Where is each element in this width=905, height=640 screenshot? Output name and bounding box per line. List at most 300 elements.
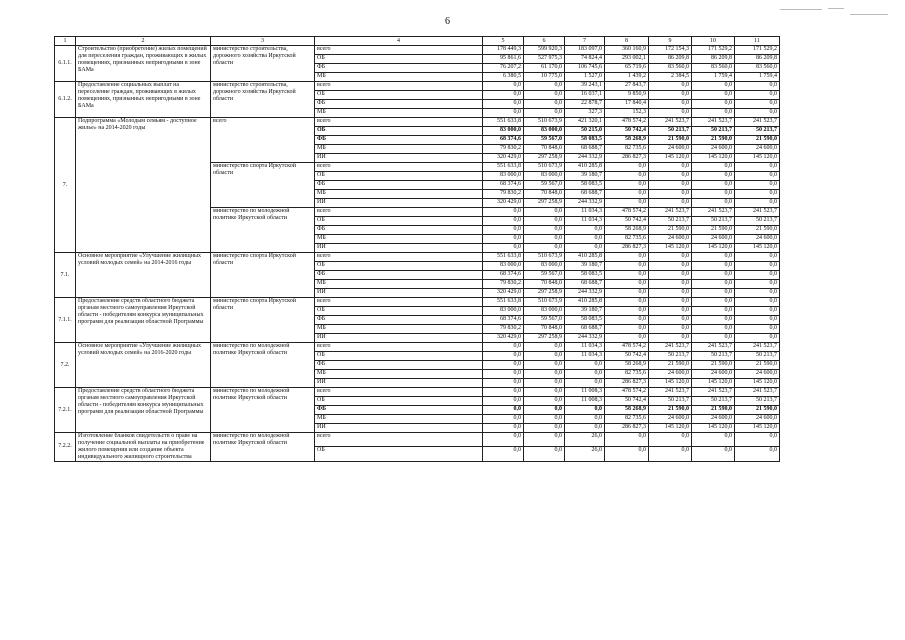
amount-cell: 0,0 xyxy=(524,343,565,352)
amount-cell: 0,0 xyxy=(524,388,565,397)
amount-cell: 0,0 xyxy=(692,316,735,325)
amount-cell: 241 523,7 xyxy=(649,208,692,217)
amount-cell: 0,0 xyxy=(692,199,735,208)
amount-cell: 0,0 xyxy=(735,262,780,271)
amount-cell: 320 429,0 xyxy=(483,199,524,208)
funding-source: ОБ xyxy=(315,307,483,316)
funding-source: ФБ xyxy=(315,316,483,325)
amount-cell: 0,0 xyxy=(565,415,605,424)
amount-cell: 0,0 xyxy=(605,289,649,298)
amount-cell: 68 374,6 xyxy=(483,136,524,145)
amount-cell: 0,0 xyxy=(605,280,649,289)
amount-cell: 0,0 xyxy=(483,109,524,118)
amount-cell: 0,0 xyxy=(524,379,565,388)
amount-cell: 0,0 xyxy=(649,190,692,199)
amount-cell: 50 213,7 xyxy=(649,217,692,226)
amount-cell: 21 590,0 xyxy=(692,226,735,235)
amount-cell: 286 827,3 xyxy=(605,154,649,163)
amount-cell: 241 523,7 xyxy=(735,388,780,397)
funding-source: всего xyxy=(315,82,483,91)
amount-cell: 50 213,7 xyxy=(649,397,692,406)
funding-source: ИИ xyxy=(315,199,483,208)
funding-source: ФБ xyxy=(315,136,483,145)
funding-source: МБ xyxy=(315,145,483,154)
amount-cell: 241 523,7 xyxy=(735,343,780,352)
amount-cell: 510 673,9 xyxy=(524,253,565,262)
column-number: 11 xyxy=(735,37,780,46)
amount-cell: 0,0 xyxy=(735,307,780,316)
executor: министерство строительства, дорожного хозяйства Иркутской области xyxy=(211,46,315,82)
column-number: 8 xyxy=(605,37,649,46)
funding-source: ФБ xyxy=(315,100,483,109)
amount-cell: 0,0 xyxy=(692,447,735,461)
item-code: 7.1.1. xyxy=(55,298,76,343)
amount-cell: 50 213,7 xyxy=(649,127,692,136)
amount-cell: 58 268,9 xyxy=(605,406,649,415)
amount-cell: 0,0 xyxy=(649,109,692,118)
amount-cell: 50 213,7 xyxy=(649,352,692,361)
amount-cell: 244 332,9 xyxy=(565,199,605,208)
funding-source: всего xyxy=(315,208,483,217)
item-code: 7.1. xyxy=(55,253,76,298)
amount-cell: 410 285,8 xyxy=(565,298,605,307)
amount-cell: 327,3 xyxy=(565,109,605,118)
amount-cell: 24 600,0 xyxy=(735,415,780,424)
amount-cell: 50 213,7 xyxy=(692,397,735,406)
amount-cell: 172 154,3 xyxy=(649,46,692,55)
amount-cell: 68 688,7 xyxy=(565,280,605,289)
funding-source: МБ xyxy=(315,325,483,334)
amount-cell: 0,0 xyxy=(483,388,524,397)
amount-cell: 1 527,0 xyxy=(565,73,605,82)
amount-cell: 0,0 xyxy=(605,325,649,334)
item-code: 6.1.2. xyxy=(55,82,76,118)
amount-cell: 83 000,0 xyxy=(524,172,565,181)
amount-cell: 0,0 xyxy=(692,271,735,280)
column-number: 4 xyxy=(315,37,483,46)
funding-source: МБ xyxy=(315,109,483,118)
amount-cell: 11 008,3 xyxy=(565,388,605,397)
amount-cell: 286 827,3 xyxy=(605,379,649,388)
item-code: 6.1.1. xyxy=(55,46,76,82)
amount-cell: 0,0 xyxy=(692,334,735,343)
amount-cell: 145 120,0 xyxy=(649,424,692,433)
amount-cell: 0,0 xyxy=(692,163,735,172)
amount-cell: 50 742,4 xyxy=(605,217,649,226)
executor: министерство по молодежной политике Иркутской области xyxy=(211,433,315,462)
amount-cell: 0,0 xyxy=(649,100,692,109)
executor: министерство строительства, дорожного хозяйства Иркутской области xyxy=(211,82,315,118)
amount-cell: 0,0 xyxy=(524,109,565,118)
amount-cell: 0,0 xyxy=(524,208,565,217)
funding-source: ОБ xyxy=(315,262,483,271)
amount-cell: 0,0 xyxy=(735,181,780,190)
amount-cell: 0,0 xyxy=(735,447,780,461)
funding-source: МБ xyxy=(315,370,483,379)
amount-cell: 0,0 xyxy=(483,244,524,253)
amount-cell: 0,0 xyxy=(735,325,780,334)
amount-cell: 58 268,9 xyxy=(605,361,649,370)
amount-cell: 0,0 xyxy=(605,262,649,271)
amount-cell: 0,0 xyxy=(735,298,780,307)
amount-cell: 26,0 xyxy=(565,433,605,447)
amount-cell: 320 429,0 xyxy=(483,154,524,163)
amount-cell: 0,0 xyxy=(524,352,565,361)
amount-cell: 0,0 xyxy=(649,253,692,262)
amount-cell: 83 000,0 xyxy=(483,262,524,271)
amount-cell: 0,0 xyxy=(605,190,649,199)
amount-cell: 59 567,0 xyxy=(524,316,565,325)
amount-cell: 11 034,3 xyxy=(565,343,605,352)
amount-cell: 70 848,0 xyxy=(524,190,565,199)
amount-cell: 0,0 xyxy=(649,298,692,307)
amount-cell: 58 083,5 xyxy=(565,316,605,325)
amount-cell: 0,0 xyxy=(735,289,780,298)
amount-cell: 0,0 xyxy=(649,334,692,343)
amount-cell: 297 258,9 xyxy=(524,289,565,298)
amount-cell: 0,0 xyxy=(649,163,692,172)
amount-cell: 551 633,8 xyxy=(483,298,524,307)
amount-cell: 297 258,9 xyxy=(524,154,565,163)
executor: всего xyxy=(211,118,315,163)
column-number: 3 xyxy=(211,37,315,46)
amount-cell: 68 374,6 xyxy=(483,181,524,190)
amount-cell: 0,0 xyxy=(692,307,735,316)
amount-cell: 241 523,7 xyxy=(649,343,692,352)
amount-cell: 0,0 xyxy=(565,226,605,235)
amount-cell: 0,0 xyxy=(524,100,565,109)
amount-cell: 0,0 xyxy=(605,433,649,447)
amount-cell: 478 574,2 xyxy=(605,388,649,397)
amount-cell: 478 574,2 xyxy=(605,118,649,127)
amount-cell: 65 719,6 xyxy=(605,64,649,73)
amount-cell: 24 600,0 xyxy=(692,235,735,244)
amount-cell: 0,0 xyxy=(735,100,780,109)
amount-cell: 0,0 xyxy=(483,343,524,352)
amount-cell: 0,0 xyxy=(483,82,524,91)
amount-cell: 50 213,7 xyxy=(735,352,780,361)
amount-cell: 82 735,6 xyxy=(605,415,649,424)
amount-cell: 1 759,4 xyxy=(692,73,735,82)
amount-cell: 39 180,7 xyxy=(565,307,605,316)
amount-cell: 241 523,7 xyxy=(692,343,735,352)
amount-cell: 0,0 xyxy=(735,172,780,181)
table-row xyxy=(55,388,780,397)
funding-source: ИИ xyxy=(315,289,483,298)
funding-source: ОБ xyxy=(315,352,483,361)
amount-cell: 145 120,0 xyxy=(692,424,735,433)
funding-source: ИИ xyxy=(315,244,483,253)
executor: министерство спорта Иркутской области xyxy=(211,298,315,343)
funding-source: ФБ xyxy=(315,226,483,235)
amount-cell: 0,0 xyxy=(483,361,524,370)
amount-cell: 76 207,2 xyxy=(483,64,524,73)
amount-cell: 24 600,0 xyxy=(649,370,692,379)
amount-cell: 0,0 xyxy=(565,379,605,388)
funding-source: всего xyxy=(315,388,483,397)
amount-cell: 241 523,7 xyxy=(649,118,692,127)
amount-cell: 83 000,0 xyxy=(483,127,524,136)
amount-cell: 0,0 xyxy=(483,217,524,226)
amount-cell: 320 429,0 xyxy=(483,334,524,343)
amount-cell: 0,0 xyxy=(605,199,649,208)
funding-source: МБ xyxy=(315,235,483,244)
funding-source: всего xyxy=(315,298,483,307)
amount-cell: 83 000,0 xyxy=(524,262,565,271)
amount-cell: 24 600,0 xyxy=(735,370,780,379)
amount-cell: 0,0 xyxy=(735,433,780,447)
amount-cell: 0,0 xyxy=(649,91,692,100)
amount-cell: 0,0 xyxy=(692,181,735,190)
amount-cell: 0,0 xyxy=(649,262,692,271)
amount-cell: 241 523,7 xyxy=(692,118,735,127)
amount-cell: 17 840,4 xyxy=(605,100,649,109)
funding-source: всего xyxy=(315,433,483,447)
funding-source: всего xyxy=(315,118,483,127)
column-number: 1 xyxy=(55,37,76,46)
amount-cell: 171 529,2 xyxy=(692,46,735,55)
amount-cell: 241 523,7 xyxy=(692,208,735,217)
amount-cell: 0,0 xyxy=(649,447,692,461)
amount-cell: 152,3 xyxy=(605,109,649,118)
item-code: 7.2.1. xyxy=(55,388,76,433)
amount-cell: 0,0 xyxy=(483,447,524,461)
amount-cell: 0,0 xyxy=(605,253,649,262)
amount-cell: 241 523,7 xyxy=(735,208,780,217)
amount-cell: 58 083,5 xyxy=(565,136,605,145)
amount-cell: 510 673,9 xyxy=(524,298,565,307)
amount-cell: 0,0 xyxy=(692,109,735,118)
funding-source: всего xyxy=(315,46,483,55)
amount-cell: 0,0 xyxy=(649,82,692,91)
item-name: Предоставление средств областного бюджета органам местного самоуправления Иркутской области - победителям конкурса муниципальных программ для реализации областной Программы xyxy=(76,298,211,343)
amount-cell: 86 209,8 xyxy=(649,55,692,64)
column-number: 2 xyxy=(76,37,211,46)
amount-cell: 11 034,3 xyxy=(565,217,605,226)
column-number: 7 xyxy=(565,37,605,46)
amount-cell: 0,0 xyxy=(605,307,649,316)
amount-cell: 0,0 xyxy=(735,316,780,325)
funding-source: МБ xyxy=(315,190,483,199)
amount-cell: 0,0 xyxy=(483,379,524,388)
amount-cell: 0,0 xyxy=(735,109,780,118)
funding-source: ФБ xyxy=(315,271,483,280)
amount-cell: 74 824,4 xyxy=(565,55,605,64)
amount-cell: 79 830,2 xyxy=(483,280,524,289)
amount-cell: 0,0 xyxy=(524,217,565,226)
amount-cell: 145 120,0 xyxy=(649,244,692,253)
amount-cell: 0,0 xyxy=(605,271,649,280)
amount-cell: 0,0 xyxy=(649,271,692,280)
amount-cell: 58 268,9 xyxy=(605,136,649,145)
amount-cell: 0,0 xyxy=(692,172,735,181)
amount-cell: 0,0 xyxy=(565,244,605,253)
amount-cell: 21 590,0 xyxy=(649,136,692,145)
amount-cell: 83 560,0 xyxy=(735,64,780,73)
amount-cell: 0,0 xyxy=(524,433,565,447)
amount-cell: 0,0 xyxy=(483,406,524,415)
amount-cell: 0,0 xyxy=(649,316,692,325)
funding-source: ОБ xyxy=(315,55,483,64)
amount-cell: 1 439,2 xyxy=(605,73,649,82)
amount-cell: 0,0 xyxy=(483,424,524,433)
amount-cell: 11 034,3 xyxy=(565,208,605,217)
executor: министерство по молодежной политике Иркутской области xyxy=(211,388,315,433)
header-row xyxy=(55,37,780,46)
funding-source: всего xyxy=(315,163,483,172)
amount-cell: 83 000,0 xyxy=(483,307,524,316)
amount-cell: 82 735,6 xyxy=(605,145,649,154)
amount-cell: 0,0 xyxy=(692,325,735,334)
amount-cell: 551 633,8 xyxy=(483,163,524,172)
amount-cell: 410 285,8 xyxy=(565,253,605,262)
amount-cell: 145 120,0 xyxy=(735,154,780,163)
amount-cell: 0,0 xyxy=(735,334,780,343)
funding-source: ОБ xyxy=(315,397,483,406)
amount-cell: 2 384,5 xyxy=(649,73,692,82)
amount-cell: 0,0 xyxy=(735,190,780,199)
funding-source: ФБ xyxy=(315,181,483,190)
funding-source: всего xyxy=(315,343,483,352)
amount-cell: 145 120,0 xyxy=(735,424,780,433)
table-row xyxy=(55,343,780,352)
amount-cell: 83 000,0 xyxy=(524,307,565,316)
funding-source: ОБ xyxy=(315,91,483,100)
funding-source: ИИ xyxy=(315,424,483,433)
amount-cell: 286 827,3 xyxy=(605,424,649,433)
amount-cell: 0,0 xyxy=(605,298,649,307)
amount-cell: 0,0 xyxy=(649,199,692,208)
amount-cell: 0,0 xyxy=(649,433,692,447)
amount-cell: 286 827,3 xyxy=(605,244,649,253)
amount-cell: 0,0 xyxy=(692,100,735,109)
amount-cell: 1 759,4 xyxy=(735,73,780,82)
amount-cell: 68 688,7 xyxy=(565,145,605,154)
amount-cell: 0,0 xyxy=(605,334,649,343)
amount-cell: 70 848,0 xyxy=(524,325,565,334)
budget-table xyxy=(54,36,780,462)
amount-cell: 0,0 xyxy=(692,82,735,91)
table-row xyxy=(55,433,780,447)
amount-cell: 478 574,2 xyxy=(605,208,649,217)
amount-cell: 0,0 xyxy=(524,424,565,433)
amount-cell: 145 120,0 xyxy=(735,379,780,388)
amount-cell: 0,0 xyxy=(692,289,735,298)
funding-source: ИИ xyxy=(315,379,483,388)
amount-cell: 39 243,1 xyxy=(565,82,605,91)
item-code: 7. xyxy=(55,118,76,253)
amount-cell: 0,0 xyxy=(649,307,692,316)
amount-cell: 478 574,2 xyxy=(605,343,649,352)
funding-source: МБ xyxy=(315,73,483,82)
amount-cell: 24 600,0 xyxy=(649,235,692,244)
amount-cell: 61 170,0 xyxy=(524,64,565,73)
amount-cell: 59 567,0 xyxy=(524,181,565,190)
amount-cell: 0,0 xyxy=(692,91,735,100)
amount-cell: 410 285,8 xyxy=(565,163,605,172)
amount-cell: 50 742,4 xyxy=(605,352,649,361)
amount-cell: 39 180,7 xyxy=(565,262,605,271)
amount-cell: 320 429,0 xyxy=(483,289,524,298)
funding-source: ФБ xyxy=(315,361,483,370)
table-row xyxy=(55,118,780,127)
amount-cell: 0,0 xyxy=(605,447,649,461)
amount-cell: 297 258,9 xyxy=(524,199,565,208)
amount-cell: 83 000,0 xyxy=(524,127,565,136)
amount-cell: 79 830,2 xyxy=(483,190,524,199)
amount-cell: 68 374,6 xyxy=(483,271,524,280)
amount-cell: 0,0 xyxy=(483,91,524,100)
amount-cell: 86 209,8 xyxy=(692,55,735,64)
amount-cell: 70 848,0 xyxy=(524,145,565,154)
table-row xyxy=(55,253,780,262)
amount-cell: 50 213,7 xyxy=(735,217,780,226)
item-name: Основное мероприятие «Улучшение жилищных условий молодых семей» на 2014-2016 годы xyxy=(76,253,211,298)
amount-cell: 0,0 xyxy=(735,271,780,280)
amount-cell: 421 320,1 xyxy=(565,118,605,127)
amount-cell: 11 008,3 xyxy=(565,397,605,406)
amount-cell: 0,0 xyxy=(565,235,605,244)
amount-cell: 0,0 xyxy=(605,163,649,172)
amount-cell: 178 449,3 xyxy=(483,46,524,55)
amount-cell: 510 673,9 xyxy=(524,163,565,172)
amount-cell: 145 120,0 xyxy=(692,379,735,388)
amount-cell: 0,0 xyxy=(735,253,780,262)
amount-cell: 83 000,0 xyxy=(483,172,524,181)
item-name: Подпрограмма «Молодым семьям - доступное жилье» на 2014-2020 годы xyxy=(76,118,211,253)
amount-cell: 0,0 xyxy=(524,415,565,424)
amount-cell: 70 848,0 xyxy=(524,280,565,289)
amount-cell: 0,0 xyxy=(605,316,649,325)
amount-cell: 244 332,9 xyxy=(565,334,605,343)
amount-cell: 68 374,6 xyxy=(483,316,524,325)
amount-cell: 0,0 xyxy=(483,208,524,217)
amount-cell: 0,0 xyxy=(483,100,524,109)
amount-cell: 0,0 xyxy=(483,370,524,379)
amount-cell: 145 120,0 xyxy=(692,244,735,253)
amount-cell: 82 735,6 xyxy=(605,370,649,379)
amount-cell: 0,0 xyxy=(735,280,780,289)
amount-cell: 79 830,2 xyxy=(483,325,524,334)
executor: министерство по молодежной политике Иркутской области xyxy=(211,343,315,388)
amount-cell: 21 590,0 xyxy=(649,406,692,415)
item-name: Предоставление средств областного бюджета органам местного самоуправления Иркутской области - победителям конкурса муниципальных программ для реализации областной Программы xyxy=(76,388,211,433)
amount-cell: 599 920,3 xyxy=(524,46,565,55)
amount-cell: 68 688,7 xyxy=(565,325,605,334)
amount-cell: 50 213,7 xyxy=(735,127,780,136)
amount-cell: 16 037,1 xyxy=(565,91,605,100)
table-row xyxy=(55,82,780,91)
amount-cell: 171 529,2 xyxy=(735,46,780,55)
amount-cell: 0,0 xyxy=(565,361,605,370)
amount-cell: 58 083,5 xyxy=(565,181,605,190)
amount-cell: 0,0 xyxy=(735,163,780,172)
table-row xyxy=(55,46,780,55)
amount-cell: 24 600,0 xyxy=(649,415,692,424)
amount-cell: 241 523,7 xyxy=(692,388,735,397)
amount-cell: 24 600,0 xyxy=(692,145,735,154)
amount-cell: 24 600,0 xyxy=(649,145,692,154)
funding-source: ФБ xyxy=(315,64,483,73)
amount-cell: 86 209,8 xyxy=(735,55,780,64)
amount-cell: 0,0 xyxy=(565,424,605,433)
amount-cell: 0,0 xyxy=(605,172,649,181)
amount-cell: 360 160,9 xyxy=(605,46,649,55)
amount-cell: 21 590,0 xyxy=(649,226,692,235)
amount-cell: 21 590,0 xyxy=(735,406,780,415)
amount-cell: 24 600,0 xyxy=(735,145,780,154)
amount-cell: 10 775,0 xyxy=(524,73,565,82)
